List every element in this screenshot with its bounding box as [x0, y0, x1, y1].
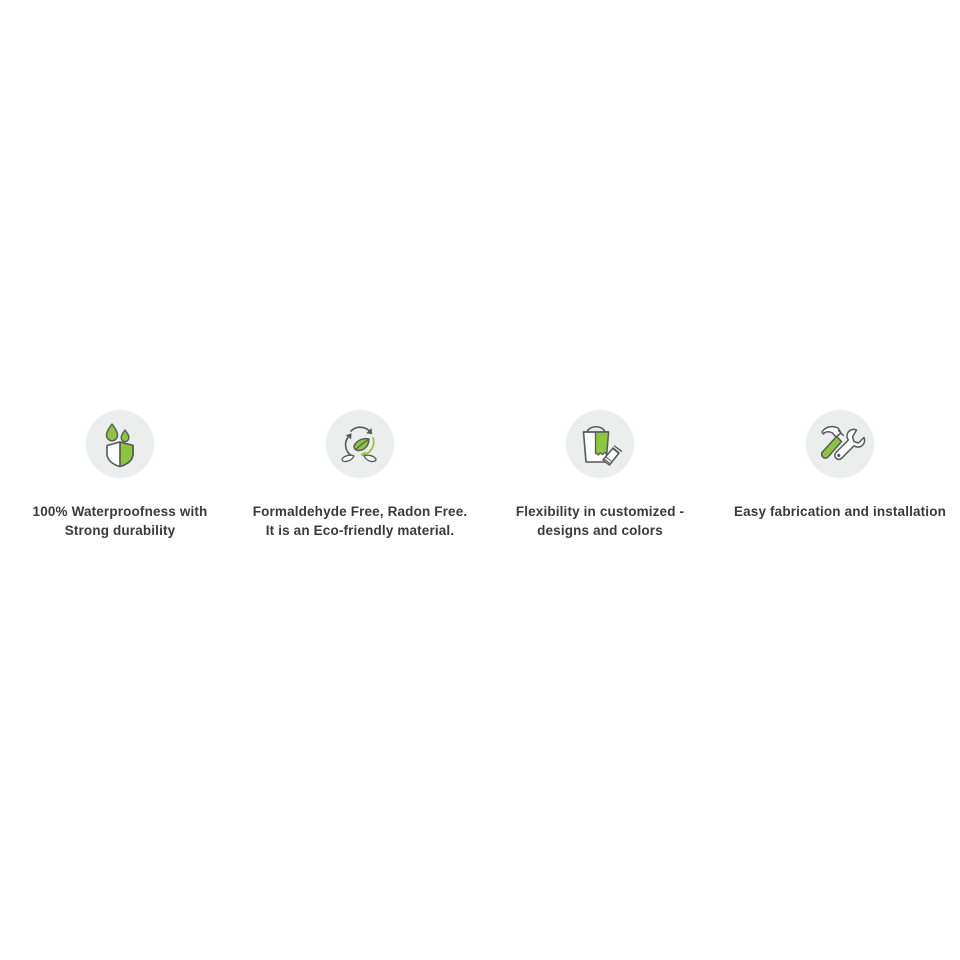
caption-line: Flexibility in customized -	[515, 504, 685, 519]
feature-caption	[245, 502, 475, 540]
feature-item-eco-friendly	[240, 410, 480, 540]
paint-bucket-brush-icon	[566, 410, 634, 478]
waterproof-shield-icon	[86, 410, 154, 478]
caption-line: Easy fabrication and installation	[734, 504, 946, 519]
feature-caption	[485, 502, 715, 540]
feature-list	[0, 410, 960, 540]
feature-item-easy-installation	[720, 410, 960, 521]
caption-line: designs and colors	[537, 523, 663, 539]
eco-recycle-leaf-icon	[326, 410, 394, 478]
feature-caption	[725, 502, 955, 521]
caption-line: It is an Eco-friendly material.	[265, 523, 455, 539]
feature-item-waterproof	[0, 410, 240, 540]
caption-line: Formaldehyde Free, Radon Free.	[252, 504, 468, 519]
feature-caption	[5, 502, 235, 540]
caption-line: 100% Waterproofness with	[32, 504, 208, 519]
feature-item-flexibility	[480, 410, 720, 540]
caption-line: Strong durability	[64, 523, 176, 539]
hammer-wrench-tools-icon	[806, 410, 874, 478]
